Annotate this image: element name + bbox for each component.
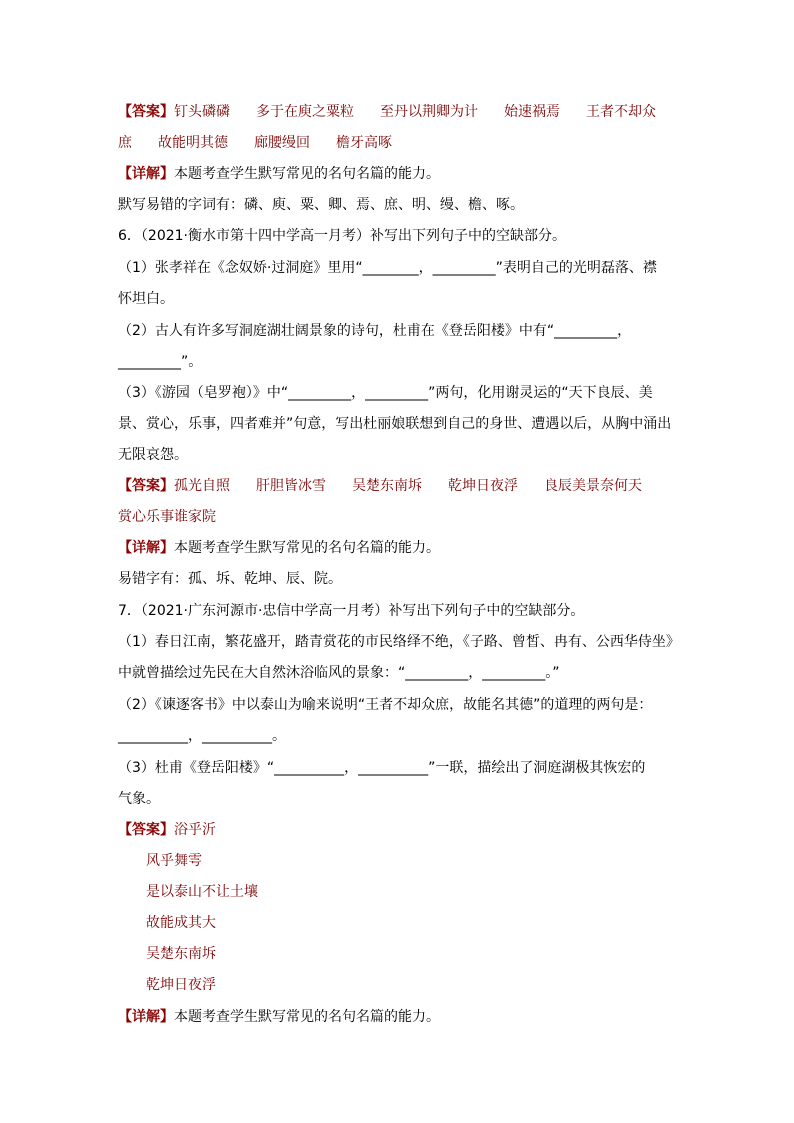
detail-text: 本题考查学生默写常见的名句名篇的能力。	[174, 166, 440, 182]
detail-tag: 【详解】	[118, 166, 174, 182]
question-6-part-3: （3）《游园（皂罗袍）》中“_________，_________”两句，化用谢灵运的“天下良辰、美	[118, 385, 653, 401]
answer-tag: 【答案】	[118, 478, 174, 494]
answer-item: 廊腰缦回	[254, 135, 310, 151]
question-7-part-3-cont: 气象。	[118, 791, 160, 807]
question-6-part-3-cont2: 无限哀怨。	[118, 447, 188, 463]
question-6-title: 6．（2021·衡水市第十四中学高一月考）补写出下列句子中的空缺部分。	[118, 228, 566, 244]
answer-item: 良辰美景奈何天	[544, 478, 642, 494]
answer-line	[118, 102, 656, 122]
question-7-part-3: （3）杜甫《登岳阳楼》“__________，__________”一联，描绘出了洞庭湖极其恢宏的	[118, 760, 646, 776]
answer-item: 庶	[118, 135, 132, 151]
detail-text: 本题考查学生默写常见的名句名篇的能力。	[174, 540, 440, 556]
answer-line	[118, 476, 642, 496]
answer-line	[118, 133, 392, 153]
answer-item: 孤光自照	[174, 478, 230, 494]
question-6-part-1-cont: 怀坦白。	[118, 291, 174, 307]
question-6-part-2: （2）古人有许多写洞庭湖壮阔景象的诗句，杜甫在《登岳阳楼》中有“_________，	[118, 323, 632, 339]
answer-line-cont: 赏心乐事谁家院	[118, 509, 216, 525]
detail-line	[118, 164, 440, 184]
answer-line	[118, 820, 216, 840]
detail-line	[118, 538, 440, 558]
answer-item: 始速祸焉	[504, 104, 560, 120]
answer-item: 浴乎沂	[174, 822, 216, 838]
answer-item: 故能成其大	[146, 915, 216, 931]
answer-item: 吴楚东南坼	[352, 478, 422, 494]
answer-item: 故能明其德	[158, 135, 228, 151]
question-6-part-1: （1）张孝祥在《念奴娇·过洞庭》里用“________，_________”表明自己的光明磊落、襟	[118, 260, 657, 276]
question-6-part-2-cont: _________”。	[118, 354, 203, 370]
question-7-part-1-cont: 中就曾描绘过先民在大自然沐浴临风的景象：“_________，_________。”	[118, 665, 560, 681]
answer-item: 多于在庾之粟粒	[256, 104, 354, 120]
answer-item: 风乎舞雩	[146, 853, 202, 869]
answer-list	[174, 104, 656, 120]
answer-item: 是以泰山不让土壤	[146, 884, 258, 900]
answer-item: 吴楚东南坼	[146, 946, 216, 962]
detail-tag: 【详解】	[118, 540, 174, 556]
question-6-part-3-cont: 景、赏心，乐事，四者难并”句意，写出杜丽娘联想到自己的身世、遭遇以后，从胸中涌出	[118, 416, 672, 432]
answer-tag: 【答案】	[118, 822, 174, 838]
detail-text: 本题考查学生默写常见的名句名篇的能力。	[174, 1009, 440, 1025]
answer-item: 至丹以荆卿为计	[380, 104, 478, 120]
answer-list	[174, 478, 642, 494]
answer-item: 肝胆皆冰雪	[256, 478, 326, 494]
error-words-line: 易错字有：孤、坼、乾坤、辰、院。	[118, 571, 342, 587]
answer-item: 檐牙高啄	[336, 135, 392, 151]
question-7-part-2-cont: __________，__________。	[118, 728, 286, 744]
question-7-part-2: （2）《谏逐客书》中以泰山为喻来说明“王者不却众庶，故能名其德”的道理的两句是：	[118, 697, 653, 713]
answer-item: 钉头磷磷	[174, 104, 230, 120]
question-7-title: 7．（2021·广东河源市·忠信中学高一月考）补写出下列句子中的空缺部分。	[118, 603, 585, 619]
answer-item: 王者不却众	[586, 104, 656, 120]
answer-item: 乾坤日夜浮	[146, 977, 216, 993]
answer-tag: 【答案】	[118, 104, 174, 120]
question-7-part-1: （1）春日江南，繁花盛开，踏青赏花的市民络绎不绝，《子路、曾皙、冉有、公西华侍坐》	[118, 634, 680, 650]
detail-line	[118, 1007, 440, 1027]
error-words-line: 默写易错的字词有：磷、庾、粟、卿、焉、庶、明、缦、檐、啄。	[118, 197, 524, 213]
detail-tag: 【详解】	[118, 1009, 174, 1025]
answer-item: 乾坤日夜浮	[448, 478, 518, 494]
